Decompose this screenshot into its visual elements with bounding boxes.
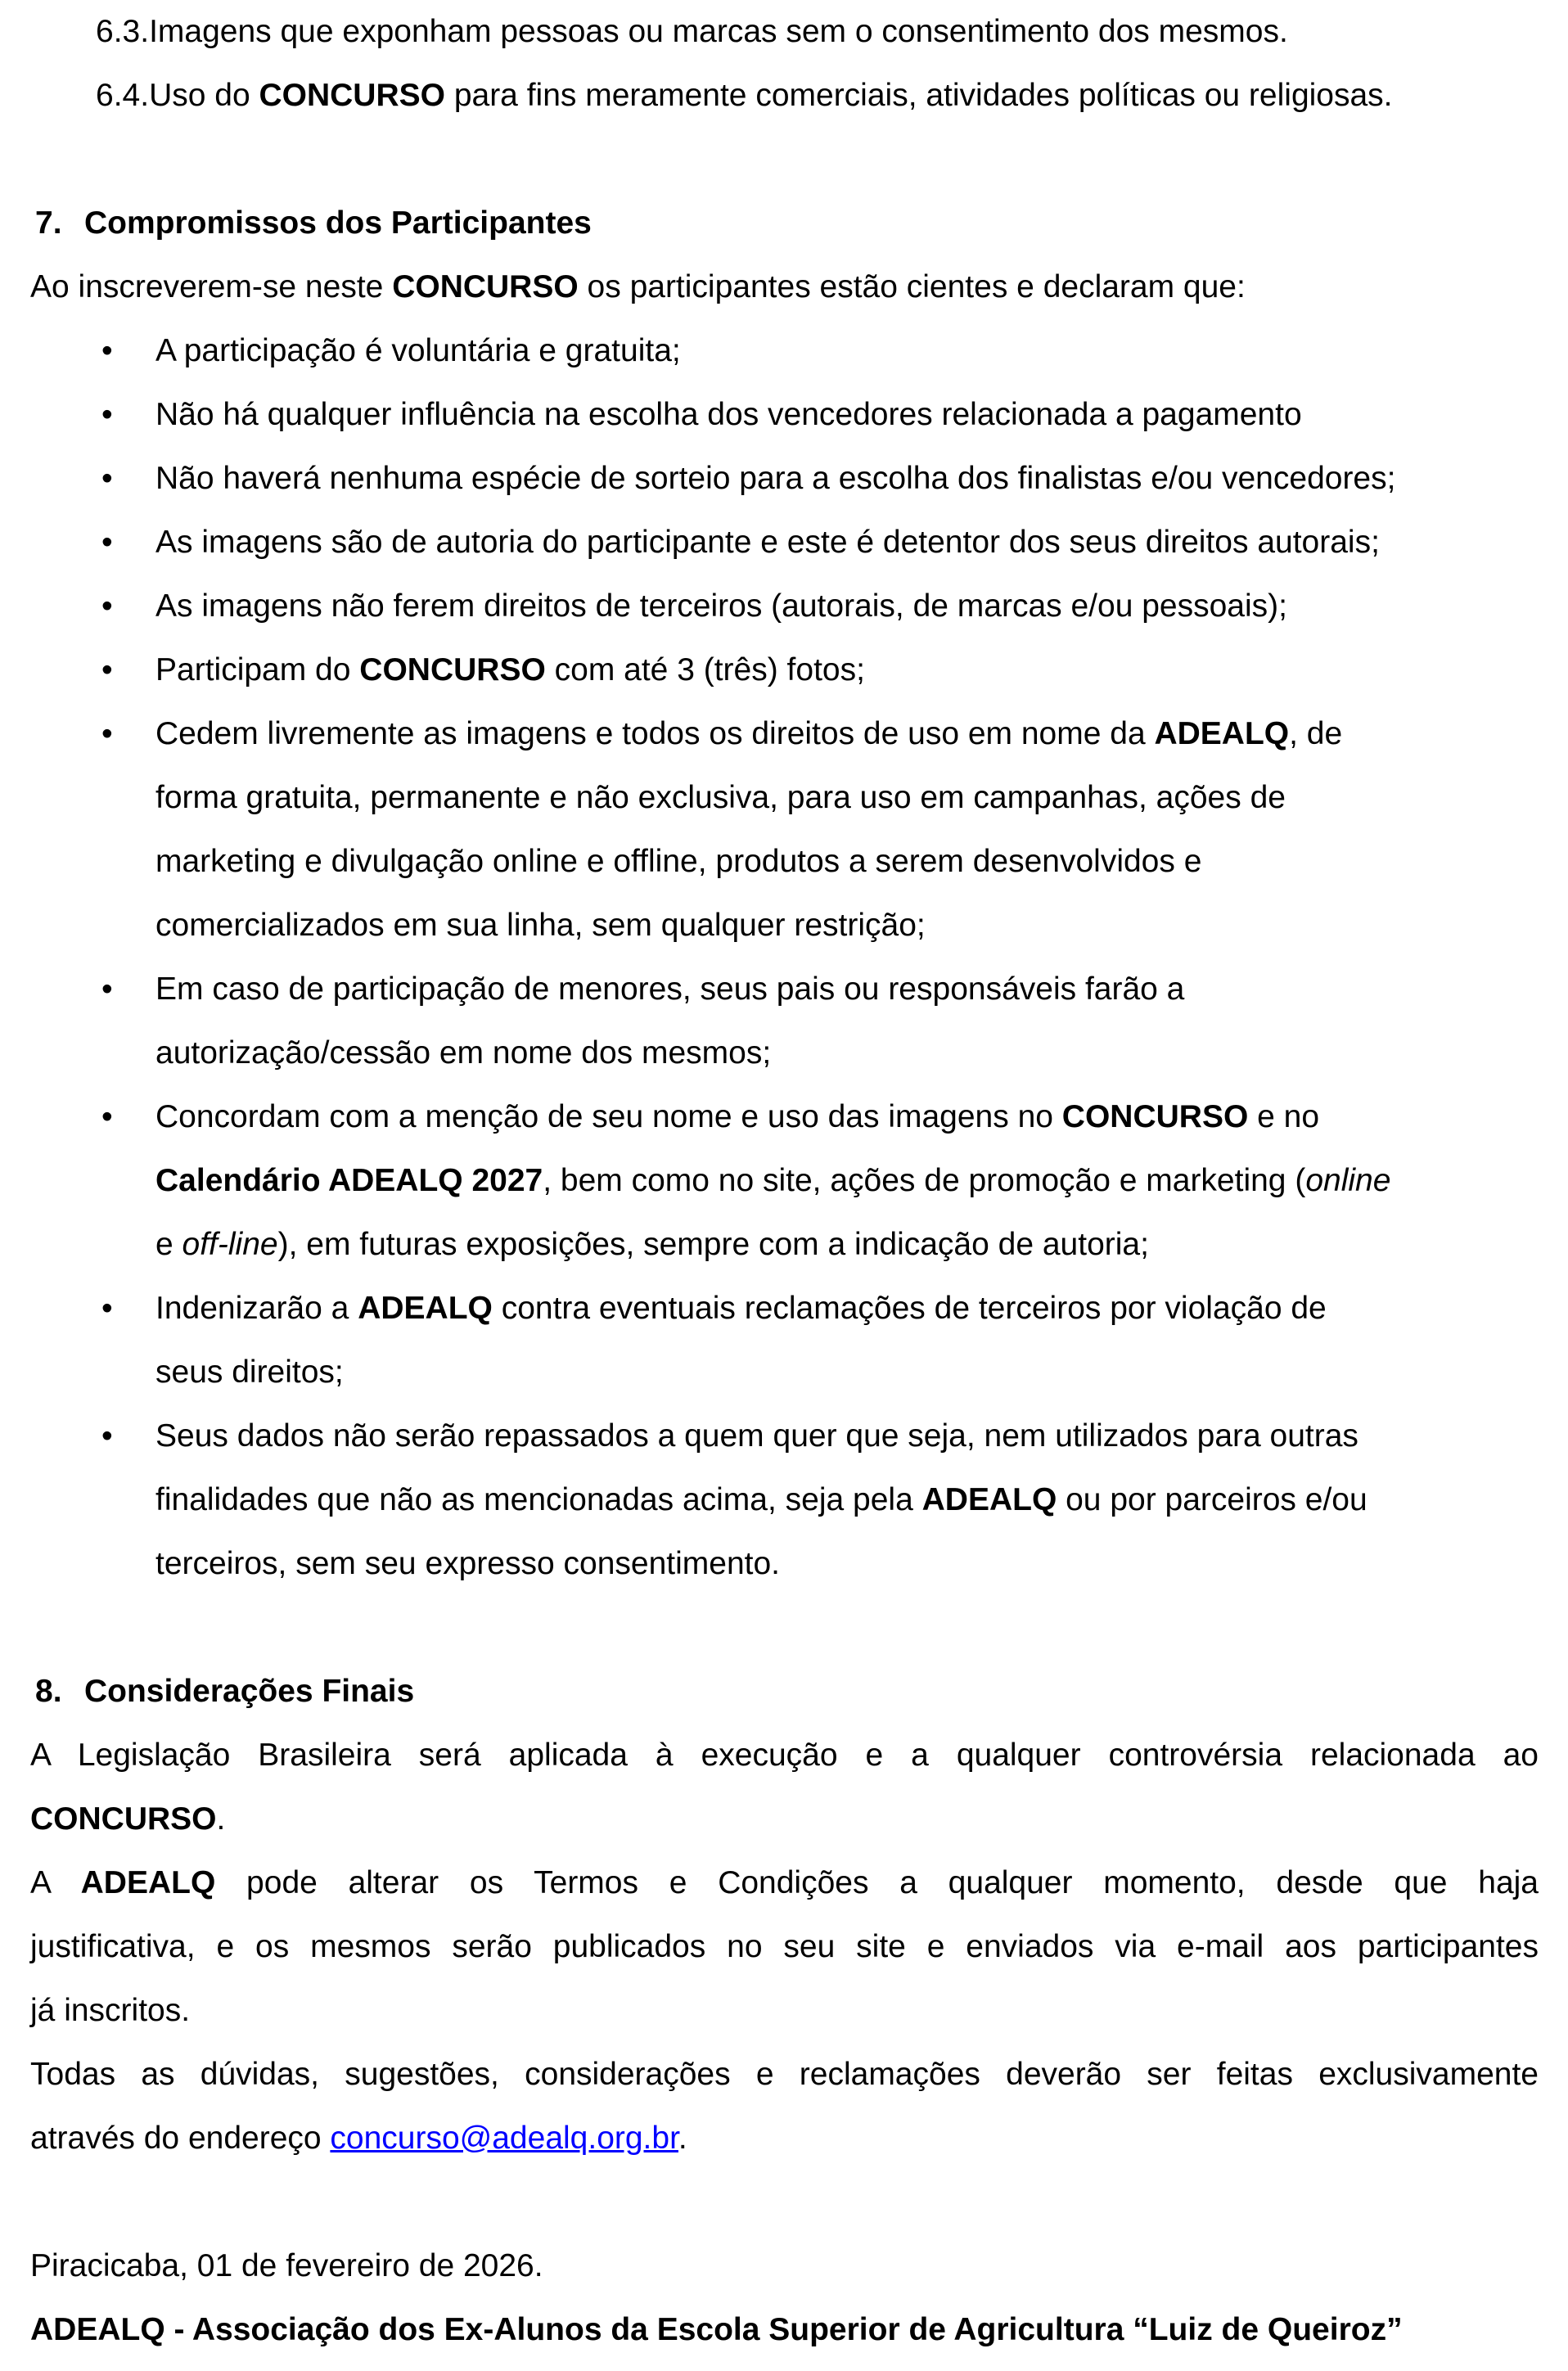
bullet-text-line: Seus dados não serão repassados a quem quer que seja, nem utilizados para outras	[155, 1418, 1358, 1454]
online-term: online	[1305, 1163, 1391, 1198]
text-segment: A	[30, 1865, 81, 1900]
concurso-term: CONCURSO	[1061, 1099, 1249, 1134]
paragraph-line	[30, 1787, 1539, 1851]
paragraph-contact	[30, 2043, 1539, 2170]
clause-text	[149, 64, 1392, 128]
text-segment: , bem como no site, ações de promoção e marketing (	[543, 1163, 1306, 1198]
bullet-item-5	[30, 575, 1539, 638]
bullet-text: As imagens não ferem direitos de terceiros (autorais, de marcas e/ou pessoais);	[155, 588, 1287, 624]
text-segment: e	[155, 1227, 182, 1262]
bullet-icon: •	[101, 652, 113, 687]
adealq-term: ADEALQ	[80, 1865, 216, 1900]
bullet-text-line	[155, 1085, 1539, 1149]
text-segment: e no	[1248, 1099, 1320, 1134]
text-segment: Indenizarão a	[155, 1291, 358, 1326]
bullet-text-line: Em caso de participação de menores, seus pais ou responsáveis farão a	[155, 971, 1185, 1007]
bullet-icon: •	[101, 397, 113, 432]
bullet-icon: •	[101, 461, 113, 496]
bullet-text-line	[155, 1277, 1539, 1341]
bullet-text-line: comercializados em sua linha, sem qualquer restrição;	[155, 908, 926, 943]
email-link[interactable]: concurso@adealq.org.br	[330, 2121, 678, 2156]
bullet-icon: •	[101, 1418, 113, 1454]
bullet-text: Não há qualquer influência na escolha dos vencedores relacionada a pagamento	[155, 397, 1302, 432]
bullet-text-line: autorização/cessão em nome dos mesmos;	[155, 1035, 772, 1071]
clause-number: 6.4.	[96, 78, 150, 113]
paragraph-line: justificativa, e os mesmos serão publicados no seu site e enviados via e-mail aos participantes	[30, 1929, 1539, 1964]
bullet-text: A participação é voluntária e gratuita;	[155, 333, 681, 368]
paragraph-line: A Legislação Brasileira será aplicada à execução e a qualquer controvérsia relacionada ao	[30, 1738, 1539, 1773]
bullet-item-4	[30, 511, 1539, 575]
bullet-item-7	[30, 702, 1539, 958]
adealq-term: ADEALQ	[921, 1482, 1057, 1517]
section-title: Considerações Finais	[84, 1674, 415, 1709]
bullet-item-6	[30, 638, 1539, 702]
paragraph-line: Todas as dúvidas, sugestões, considerações e reclamações deverão ser feitas exclusivamente	[30, 2057, 1539, 2092]
clause-number: 6.3.	[96, 14, 150, 49]
text-segment: .	[678, 2121, 687, 2156]
bullet-item-2	[30, 383, 1539, 447]
clause-6-4	[30, 64, 1539, 128]
bullet-text-line	[155, 702, 1539, 766]
section-title: Compromissos dos Participantes	[84, 205, 592, 241]
bullet-icon: •	[101, 716, 113, 751]
bullet-text-line: terceiros, sem seu expresso consentimento.	[155, 1546, 781, 1581]
text-segment: contra eventuais reclamações de terceiros por violação de	[492, 1291, 1327, 1326]
bullet-text	[155, 638, 1539, 702]
text-segment: Participam do	[155, 652, 360, 687]
text-segment: Ao inscreverem-se neste	[30, 269, 393, 304]
bullet-item-1	[30, 319, 1539, 383]
bullet-icon: •	[101, 971, 113, 1007]
bullet-icon: •	[101, 1099, 113, 1134]
bullet-text-line	[155, 1468, 1539, 1532]
date-place-line: Piracicaba, 01 de fevereiro de 2026.	[30, 2248, 543, 2283]
text-segment: Concordam com a menção de seu nome e uso das imagens no	[155, 1099, 1062, 1134]
bullet-text-line: marketing e divulgação online e offline, produtos a serem desenvolvidos e	[155, 844, 1202, 879]
clause-text: Imagens que exponham pessoas ou marcas sem o consentimento dos mesmos.	[149, 14, 1288, 49]
concurso-term: CONCURSO	[30, 1801, 217, 1837]
text-segment: finalidades que não as mencionadas acima, seja pela	[155, 1482, 922, 1517]
text-segment: com até 3 (três) fotos;	[545, 652, 865, 687]
bullet-item-8	[30, 958, 1539, 1085]
adealq-term: ADEALQ	[358, 1291, 493, 1326]
section-8-heading	[30, 1660, 1539, 1724]
bullet-item-11	[30, 1404, 1539, 1596]
bullet-item-3	[30, 447, 1539, 511]
text-segment: ), em futuras exposições, sempre com a indicação de autoria;	[277, 1227, 1149, 1262]
paragraph-line	[30, 1851, 1539, 1915]
bullet-icon: •	[101, 1291, 113, 1326]
section-number: 7.	[35, 205, 62, 241]
organization-line	[30, 2298, 1539, 2362]
bullet-icon: •	[101, 525, 113, 560]
bullet-item-9	[30, 1085, 1539, 1277]
section-7-heading	[30, 192, 1539, 255]
paragraph-line: já inscritos.	[30, 1993, 191, 2028]
organization-name: ADEALQ - Associação dos Ex-Alunos da Escola Superior de Agricultura “Luiz de Queiroz”	[30, 2312, 1403, 2347]
paragraph-line	[30, 2107, 1539, 2170]
concurso-term: CONCURSO	[392, 269, 579, 304]
paragraph-terms-change	[30, 1851, 1539, 2043]
bullet-icon: •	[101, 333, 113, 368]
bullet-text-line: seus direitos;	[155, 1355, 344, 1390]
concurso-term: CONCURSO	[259, 78, 445, 113]
bullet-text-line	[155, 1213, 1539, 1277]
clause-6-3	[30, 0, 1539, 64]
offline-term: off-line	[182, 1227, 278, 1262]
text-segment: , de	[1289, 716, 1343, 751]
bullet-icon: •	[101, 588, 113, 624]
text-segment: ou por parceiros e/ou	[1057, 1482, 1367, 1517]
text-segment: Cedem livremente as imagens e todos os direitos de uso em nome da	[155, 716, 1155, 751]
calendario-term: Calendário ADEALQ 2027	[155, 1163, 543, 1198]
text-segment: através do endereço	[30, 2121, 331, 2156]
bullet-text-line	[155, 1149, 1539, 1213]
concurso-term: CONCURSO	[359, 652, 546, 687]
adealq-term: ADEALQ	[1154, 716, 1290, 751]
section-number: 8.	[35, 1674, 62, 1709]
bullet-item-10	[30, 1277, 1539, 1404]
bullet-text: As imagens são de autoria do participante e este é detentor dos seus direitos autorais;	[155, 525, 1380, 560]
paragraph-legislation	[30, 1724, 1539, 1851]
bullet-text: Não haverá nenhuma espécie de sorteio para a escolha dos finalistas e/ou vencedores;	[155, 461, 1396, 496]
text-segment: para fins meramente comerciais, atividades políticas ou religiosas.	[444, 78, 1393, 113]
text-segment: pode alterar os Termos e Condições a qualquer momento, desde que haja	[215, 1865, 1539, 1900]
text-segment: .	[216, 1801, 226, 1837]
text-segment: Uso do	[149, 78, 259, 113]
section-7-intro	[30, 255, 1539, 319]
bullet-text-line: forma gratuita, permanente e não exclusiva, para uso em campanhas, ações de	[155, 780, 1286, 815]
text-segment: os participantes estão cientes e declaram que:	[578, 269, 1246, 304]
